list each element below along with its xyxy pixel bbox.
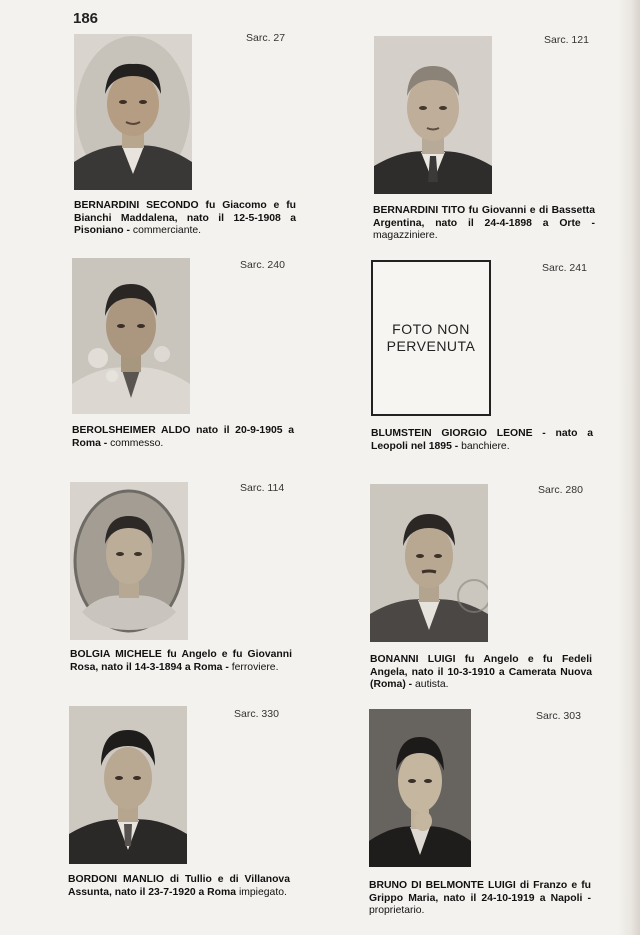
sarcophagus-number: Sarc. 240 [240, 259, 285, 271]
person-occupation: banchiere. [461, 440, 510, 452]
sarcophagus-number: Sarc. 280 [538, 484, 583, 496]
person-name: BRUNO DI BELMONTE LUIGI [369, 880, 516, 891]
person-occupation: proprietario. [369, 905, 425, 917]
sarcophagus-number: Sarc. 121 [544, 34, 589, 46]
sarcophagus-number: Sarc. 303 [536, 710, 581, 722]
entry-caption [369, 880, 591, 918]
person-details: di Franzo e fu Grippo Maria, nato il 24-10-1919 a Napoli - [369, 880, 591, 904]
portrait-photo [370, 484, 488, 642]
sarcophagus-number: Sarc. 241 [542, 262, 587, 274]
placeholder-text: FOTO NON PERVENUTA [386, 320, 476, 354]
person-details: fu Angelo e fu Giovanni Rosa, nato il 14-3-1894 a Roma - [70, 649, 292, 673]
entry-caption [74, 200, 296, 238]
sarcophagus-number: Sarc. 114 [240, 482, 285, 494]
person-occupation: ferroviere. [231, 661, 279, 673]
person-details: fu Angelo e fu Fedeli Angela, nato il 10-3-1910 a Camerata Nuova (Roma) - [370, 654, 592, 691]
person-name: BEROLSHEIMER ALDO [72, 425, 191, 436]
person-details: di Tullio e di Villanova Assunta, nato il 23-7-1920 a Roma [68, 874, 290, 898]
page-edge [618, 0, 640, 935]
entry-caption [70, 649, 292, 674]
person-details: fu Giovanni e di Bassetta Argentina, nato il 24-4-1898 a Orte - [373, 205, 595, 229]
person-occupation: autista. [415, 679, 449, 691]
person-name: BONANNI LUIGI [370, 654, 456, 665]
person-occupation: impiegato. [238, 886, 287, 898]
entry-caption [72, 425, 294, 450]
person-name: BLUMSTEIN GIORGIO LEONE [371, 428, 533, 439]
photo-not-available-placeholder [371, 260, 491, 416]
person-name: BORDONI MANLIO [68, 874, 164, 885]
portrait-photo [374, 36, 492, 194]
sarcophagus-number: Sarc. 27 [246, 32, 286, 44]
entry-caption [373, 205, 595, 243]
person-occupation: commesso. [110, 437, 164, 449]
entry-caption [371, 428, 593, 453]
portrait-photo [369, 709, 471, 867]
entry-caption [68, 874, 290, 899]
portrait-photo [72, 258, 190, 414]
person-details: nato il 20-9-1905 a Roma - [72, 425, 294, 449]
entry-caption [370, 654, 592, 692]
portrait-photo [74, 34, 192, 190]
person-name: BERNARDINI TITO [373, 205, 466, 216]
person-occupation: magazziniere. [373, 230, 438, 242]
person-name: BERNARDINI SECONDO [74, 200, 199, 211]
portrait-photo [69, 706, 187, 864]
person-name: BOLGIA MICHELE [70, 649, 162, 660]
person-details: - nato a Leopoli nel 1895 - [371, 428, 593, 452]
page-number: 186 [73, 10, 99, 27]
person-occupation: commerciante. [132, 225, 202, 237]
person-details: fu Giacomo e fu Bianchi Maddalena, nato il 12-5-1908 a Pisoniano - [74, 200, 297, 237]
sarcophagus-number: Sarc. 330 [234, 708, 279, 720]
portrait-photo [70, 482, 188, 640]
